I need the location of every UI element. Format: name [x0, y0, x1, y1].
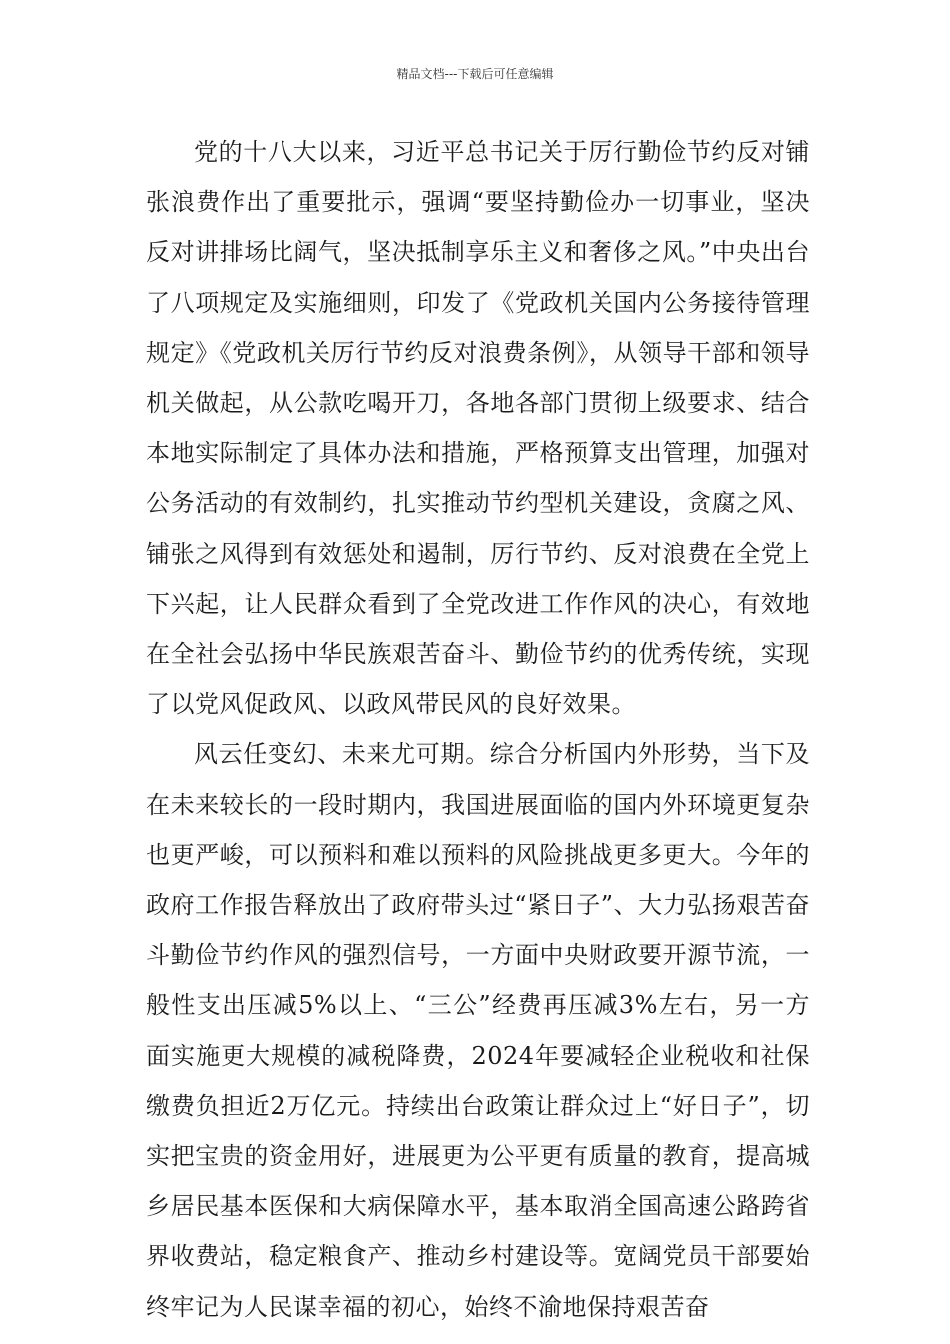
document-body — [146, 127, 810, 1332]
paragraph-2: 风云任变幻、未来尤可期。综合分析国内外形势，当下及在未来较长的一段时期内，我国进展面临的国内外环境更复杂也更严峻，可以预料和难以预料的风险挑战更多更大。今年的政府工作报告释放出了政府带头过“紧日子”、大力弘扬艰苦奋斗勤俭节约作风的强烈信号，一方面中央财政要开源节流，一般性支出压减5%以上、“三公”经费再压减3%左右，另一方面实施更大规模的减税降费，2024年要减轻企业税收和社保缴费负担近2万亿元。持续出台政策让群众过上“好日子”，切实把宝贵的资金用好，进展更为公平更有质量的教育，提高城乡居民基本医保和大病保障水平，基本取消全国高速公路跨省界收费站，稳定粮食产、推动乡村建设等。宽阔党员干部要始终牢记为人民谋幸福的初心，始终不渝地保持艰苦奋 — [146, 740, 810, 1321]
page-header: 精品文档---下载后可任意编辑 — [396, 67, 554, 81]
paragraph-1: 党的十八大以来，习近平总书记关于厉行勤俭节约反对铺张浪费作出了重要批示，强调“要坚持勤俭办一切事业，坚决反对讲排场比阔气，坚决抵制享乐主义和奢侈之风。”中央出台了八项规定及实施细则，印发了《党政机关国内公务接待管理规定》《党政机关厉行节约反对浪费条例》，从领导干部和领导机关做起，从公款吃喝开刀，各地各部门贯彻上级要求、结合本地实际制定了具体办法和措施，严格预算支出管理，加强对公务活动的有效制约，扎实推动节约型机关建设，贪腐之风、铺张之风得到有效惩处和遏制，厉行节约、反对浪费在全党上下兴起，让人民群众看到了全党改进工作作风的决心，有效地在全社会弘扬中华民族艰苦奋斗、勤俭节约的优秀传统，实现了以党风促政风、以政风带民风的良好效果。 — [146, 138, 810, 719]
